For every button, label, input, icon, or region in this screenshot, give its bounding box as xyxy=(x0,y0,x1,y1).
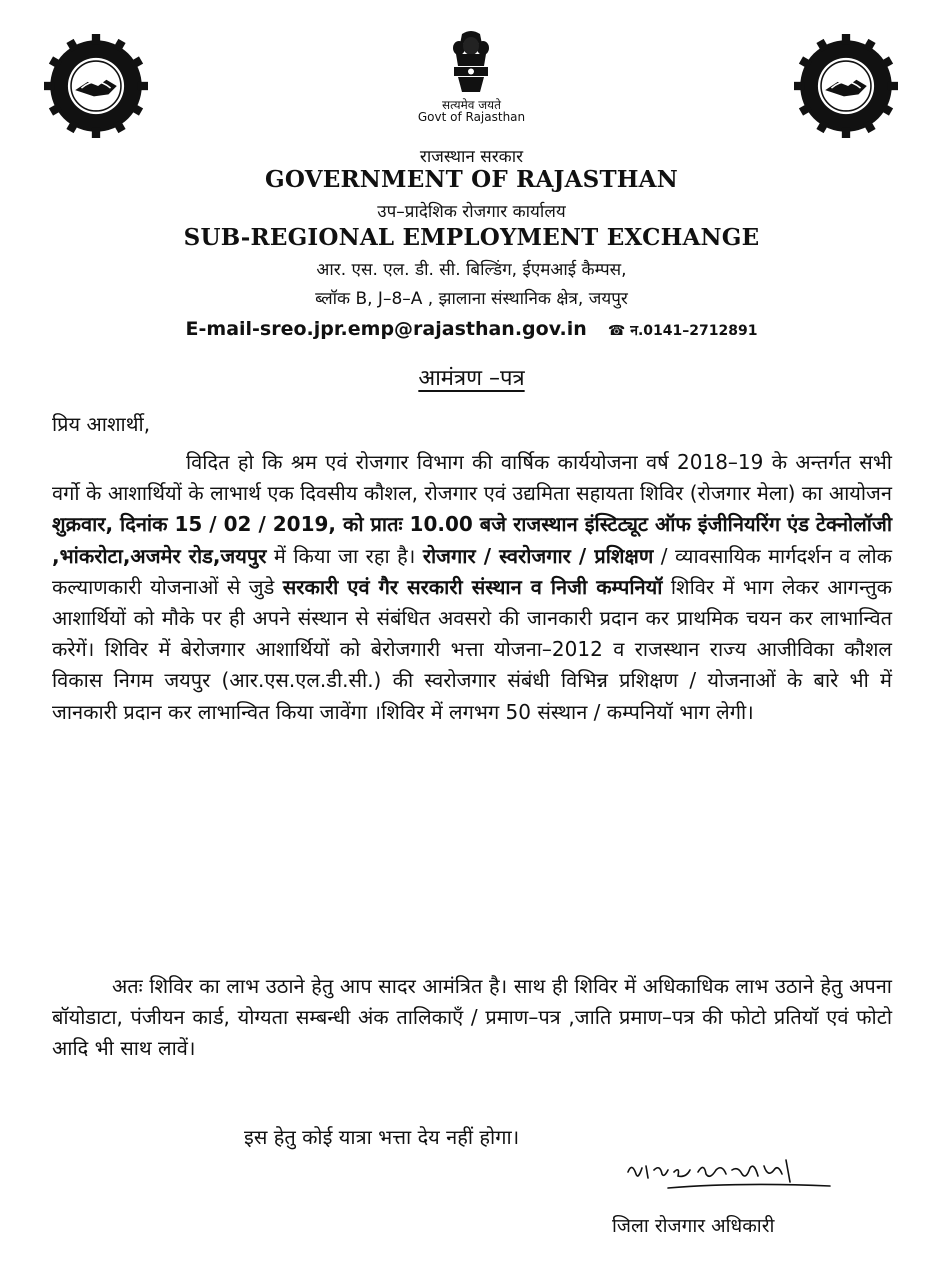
body-paragraph-1 xyxy=(52,447,892,728)
header-govt-hindi: राजस्थान सरकार xyxy=(419,147,524,167)
contact-line xyxy=(0,318,943,340)
header-office-hindi: उप–प्रादेशिक रोजगार कार्यालय xyxy=(377,202,566,222)
p1-institutions: सरकारी एवं गैर सरकारी संस्थान व निजी कम्पनियॉ xyxy=(282,574,663,599)
letter-title xyxy=(0,362,943,392)
header-address-line2: ब्लॉक B, J–8–A , झालाना संस्थानिक क्षेत्र, जयपुर xyxy=(315,289,628,309)
body-paragraph-2: अतः शिविर का लाभ उठाने हेतु आप सादर आमंत्रित है। साथ ही शिविर में अधिकाधिक लाभ उठाने हेतु अपना बॉयोडाटा, पंजीयन कार्ड, योग्यता सम्बन्धी अंक तालिकाएँ / प्रमाण–पत्र ,जाति प्रमाण–पत्र की फोटो प्रतियॉ एवं फोटो आदि भी साथ लावें। xyxy=(52,974,892,1061)
header-office-english: SUB-REGIONAL EMPLOYMENT EXCHANGE xyxy=(183,224,760,251)
letter-title-text: आमंत्रण –पत्र xyxy=(418,366,525,391)
phone-number xyxy=(608,323,758,339)
salutation: प्रिय आशार्थी, xyxy=(52,412,151,436)
handwritten-signature xyxy=(608,1152,836,1200)
closing-note: इस हेतु कोई यात्रा भत्ता देय नहीं होगा। xyxy=(244,1125,520,1149)
p1-segment-5: / व्यावसायिक मार्गदर्शन व लोक कल्याणकारी योजनाओं से जुडे xyxy=(52,543,892,599)
header-govt-english: GOVERNMENT OF RAJASTHAN xyxy=(265,166,678,193)
p1-segment-1: विदित हो कि श्रम एवं रोजगार विभाग की वार्षिक कार्ययोजना वर्ष 2018–19 के अन्तर्गत सभी वर्गो के आशार्थियों के लाभार्थ एक दिवसीय कौशल, रोजगार एवं उद्यमिता सहायता शिविर (रोजगार मेला) का आयोजन xyxy=(52,450,892,506)
emblem-caption: Govt of Rajasthan xyxy=(417,110,526,124)
emblem-motto: सत्यमेव जयते xyxy=(442,98,501,112)
header-address-line1: आर. एस. एल. डी. सी. बिल्डिंग, ईएमआई कैम्पस, xyxy=(316,260,627,280)
p1-segment-7: शिविर में भाग लेकर आगन्तुक आशार्थियों को मौके पर ही अपने संस्थान से संबंधित अवसरो की जानकारी प्रदान कर प्राथमिक चयन कर लाभान्वित करेगें। शिविर में बेरोजगार आशार्थियों को बेरोजगारी भत्ता योजना–2012 व राजस्थान राज्य आजीविका कौशल विकास निगम जयपुर (आर.एस.एल.डी.सी.) की स्वरोजगार संबंधी विभिन्न प्रशिक्षण / योजनाओं के बारे भी में जानकारी प्रदान कर लाभान्वित किया जावेंगा ।शिविर में लगभग 50 संस्थान / कम्पनियॉ भाग लेगी। xyxy=(52,574,892,724)
p1-categories: रोजगार / स्वरोजगार / प्रशिक्षण xyxy=(422,543,654,568)
signatory-designation: जिला रोजगार अधिकारी xyxy=(612,1215,775,1237)
phone-icon: ☎ xyxy=(607,323,626,339)
ashoka-emblem-icon xyxy=(448,30,494,94)
phone-value: न.0141–2712891 xyxy=(630,323,758,339)
email-address: E-mail-sreo.jpr.emp@rajasthan.gov.in xyxy=(185,318,587,340)
p1-event-details: शुक्रवार, दिनांक 15 / 02 / 2019, को प्रातः 10.00 बजे राजस्थान इंस्टिट्यूट ऑफ इंजीनियरिंग एंड टेक्नोलॉजी ,भांकरोटा,अजमेर रोड,जयपुर xyxy=(52,512,892,568)
p1-segment-3: में किया जा रहा है। xyxy=(266,543,423,568)
